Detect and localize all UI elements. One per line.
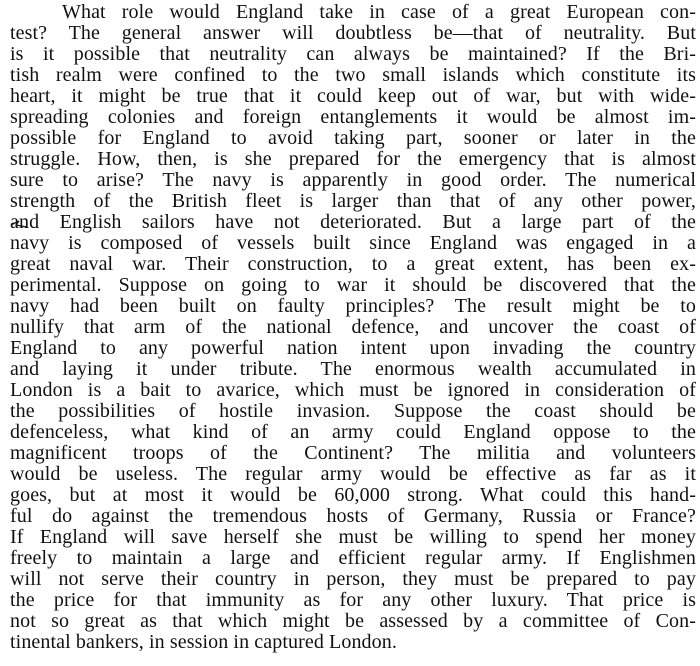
text-line: London is a bait to avarice, which must be ignored in consideration of bbox=[10, 379, 696, 401]
text-line: tinental bankers, in session in captured London. bbox=[10, 631, 397, 653]
text-line: heart, it might be true that it could keep out of war, but with wide- bbox=[10, 85, 696, 107]
text-line: freely to maintain a large and efficient regular army. If Englishmen bbox=[10, 547, 696, 569]
text-line: and English sailors have not deteriorated. But a large part of the bbox=[10, 211, 696, 233]
text-line: would be useless. The regular army would be effective as far as it bbox=[10, 463, 696, 485]
text-line: navy is composed of vessels built since England was engaged in a bbox=[10, 232, 696, 254]
text-line: possible for England to avoid taking part, sooner or later in the bbox=[10, 127, 696, 149]
text-line: goes, but at most it would be 60,000 strong. What could this hand- bbox=[10, 484, 696, 506]
text-line: not so great as that which might be assessed by a committee of Con- bbox=[10, 610, 696, 632]
text-line: nullify that arm of the national defence, and uncover the coast of bbox=[10, 316, 696, 338]
text-line: What role would England take in case of a great European con- bbox=[62, 1, 696, 23]
text-line: will not serve their country in person, they must be prepared to pay bbox=[10, 568, 696, 590]
text-line: and laying it under tribute. The enormous wealth accumulated in bbox=[10, 358, 696, 380]
text-line: the price for that immunity as for any other luxury. That price is bbox=[10, 589, 696, 611]
text-line: navy had been built on faulty principles? The result might be to bbox=[10, 295, 696, 317]
text-line: struggle. How, then, is she prepared for the emergency that is almost bbox=[10, 148, 696, 170]
text-line: great naval war. Their construction, to a great extent, has been ex- bbox=[10, 253, 696, 275]
text-line: sure to arise? The navy is apparently in good order. The numerical bbox=[10, 169, 696, 191]
article-column bbox=[10, 0, 696, 666]
text-line: England to any powerful nation intent upon invading the country bbox=[10, 337, 696, 359]
text-line: If England will save herself she must be willing to spend her money bbox=[10, 526, 696, 548]
text-line: test? The general answer will doubtless be—that of neutrality. But bbox=[10, 22, 696, 44]
text-line: ful do against the tremendous hosts of Germany, Russia or France? bbox=[10, 505, 696, 527]
text-line: tish realm were confined to the two small islands which constitute its bbox=[10, 64, 696, 86]
text-line: magnificent troops of the Continent? The militia and volunteers bbox=[10, 442, 696, 464]
text-line: the possibilities of hostile invasion. Suppose the coast should be bbox=[10, 400, 696, 422]
text-line: perimental. Suppose on going to war it should be discovered that the bbox=[10, 274, 696, 296]
text-line: is it possible that neutrality can always be maintained? If the Bri- bbox=[10, 43, 696, 65]
text-line: defenceless, what kind of an army could England oppose to the bbox=[10, 421, 696, 443]
text-line: strength of the British fleet is larger than that of any other power, bbox=[10, 190, 696, 212]
text-line: spreading colonies and foreign entanglements it would be almost im- bbox=[10, 106, 696, 128]
